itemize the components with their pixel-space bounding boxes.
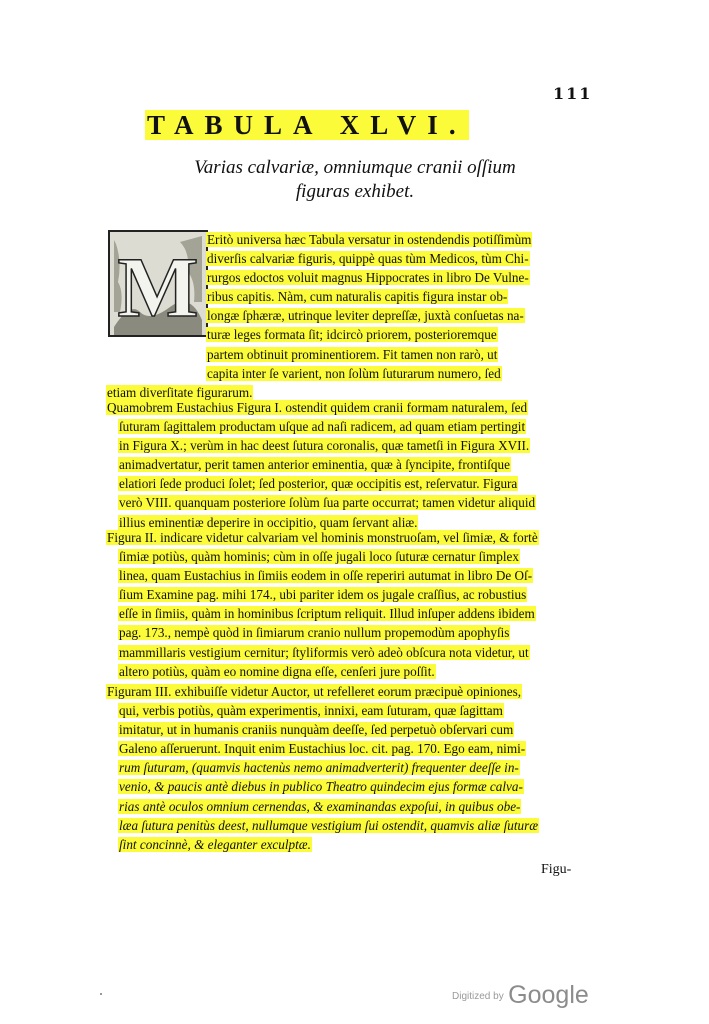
paragraph-1 bbox=[106, 230, 582, 402]
subtitle-line: figuras exhibet. bbox=[295, 181, 415, 202]
page-title bbox=[145, 110, 555, 141]
paragraph-2 bbox=[106, 398, 582, 532]
text-line: læa ſutura penitùs deest, nullumque vestigium ſui ostendit, quamvis aliæ ſuturæ bbox=[119, 817, 539, 833]
text-line: linea, quam Eustachius in ſimiis eodem in oſſe reperiri autumat in libro De Oſ- bbox=[119, 568, 533, 584]
text-line: ribus capitis. Nàm, cum naturalis capitis figura instar ob- bbox=[207, 289, 508, 305]
text-line: ſimiæ potiùs, quàm hominis; cùm in oſſe jugali loco ſuturæ cernatur ſimplex bbox=[119, 549, 519, 565]
text-line: Figuram III. exhibuiſſe videtur Auctor, ut refelleret eorum præcipuè opiniones, bbox=[107, 684, 522, 699]
text-line: Quamobrem Eustachius Figura I. ostendit quidem cranii formam naturalem, ſed bbox=[107, 400, 528, 415]
catchword: Figu- bbox=[541, 862, 572, 877]
text-line: ſint concinnè, & eleganter exculptæ. bbox=[119, 836, 311, 852]
text-line: pag. 173., nempè quòd in ſimiarum cranio nullum propemodùm apophyſis bbox=[119, 625, 510, 641]
text-line: mammillaris vestigium cernitur; ſtyliformis verò adeò obſcura nota videtur, ut bbox=[119, 644, 529, 660]
text-line: venio, & paucis antè diebus in publico Theatro quindecim ejus formæ calva- bbox=[119, 779, 523, 795]
watermark-prefix: Digitized by bbox=[452, 991, 504, 1002]
text-line: elatiori ſede produci ſolet; ſed posterior, quæ occipitis est, reſervatur. Figura bbox=[119, 476, 518, 492]
text-line: altero potiùs, quàm eo nomine digna eſſe, cenſeri jure poſſit. bbox=[119, 663, 435, 679]
paragraph-4 bbox=[106, 682, 582, 854]
text-line: verò VIII. quanquam posteriore ſolùm ſua parte occurrat; tamen videtur aliquid bbox=[119, 495, 536, 511]
subtitle-line: Varias calvariæ, omniumque cranii oſſium bbox=[194, 157, 516, 178]
text-line: diverſis calvariæ figuris, quippè quas tùm Medicos, tùm Chi- bbox=[207, 251, 529, 267]
text-line: rum ſuturam, (quamvis hactenùs nemo animadverterit) frequenter deeſſe in- bbox=[119, 760, 519, 776]
text-line: eſſe in ſimiis, quàm in hominibus ſcriptum reliquit. Illud inſuper addens ibidem bbox=[119, 606, 535, 622]
text-line: partem obtinuit prominentiorem. Fit tamen non rarò, ut bbox=[207, 346, 498, 362]
subtitle bbox=[150, 156, 560, 204]
text-line: ſium Examine pag. mihi 174., ubi pariter idem os jugale craſſius, ac robustius bbox=[119, 587, 527, 603]
text-line: Galeno aſſeruerunt. Inquit enim Eustachius loc. cit. pag. 170. Ego eam, nimi- bbox=[119, 741, 526, 757]
text-line: Figura II. indicare videtur calvariam vel hominis monstruoſam, vel ſimiæ, & fortè bbox=[107, 530, 538, 545]
page-number: 111 bbox=[553, 84, 593, 103]
text-line: rias antè oculos omnium cernendas, & examinandas expoſui, in quibus obe- bbox=[119, 798, 521, 814]
text-line: illius eminentiæ deperire in occipitio, quam ſervant aliæ. bbox=[119, 514, 418, 530]
scan-speck bbox=[100, 993, 102, 995]
text-line: Eritò universa hæc Tabula versatur in ostendendis potiſſimùm bbox=[207, 232, 532, 247]
text-line: imitatur, ut in humanis craniis nunquàm deeſſe, ſed perpetuò obſervari cum bbox=[119, 722, 514, 738]
text-line: turæ leges formata ſit; idcircò priorem, posterioremque bbox=[207, 327, 497, 343]
paragraph-3 bbox=[106, 528, 582, 681]
text-line: rurgos edoctos voluit magnus Hippocrates in libro De Vulne- bbox=[207, 270, 529, 286]
title-text: TABULA XLVI. bbox=[147, 110, 467, 140]
text-line: qui, verbis potiùs, quàm experimentis, innixi, eam ſuturam, quæ ſagittam bbox=[119, 703, 503, 719]
text-line: etiam diverſitate figurarum. bbox=[107, 384, 253, 400]
text-line: longæ ſphæræ, utrinque leviter depreſſæ, juxtà conſuetas na- bbox=[207, 308, 524, 324]
text-line: animadvertatur, perit tamen anterior eminentia, quæ à ſyncipite, frontiſque bbox=[119, 457, 510, 473]
watermark-brand: Google bbox=[508, 981, 589, 1009]
text-line: in Figura X.; verùm in hac deest ſutura coronalis, quæ tametſi in Figura XVII. bbox=[119, 438, 530, 454]
digitization-watermark bbox=[452, 981, 589, 1010]
text-line: ſuturam ſagittalem productam uſque ad naſi radicem, ad quam etiam pertingit bbox=[119, 419, 526, 435]
initial-letter: M bbox=[117, 239, 199, 335]
text-line: capita inter ſe varient, non ſolùm ſuturarum numero, ſed bbox=[207, 365, 501, 381]
